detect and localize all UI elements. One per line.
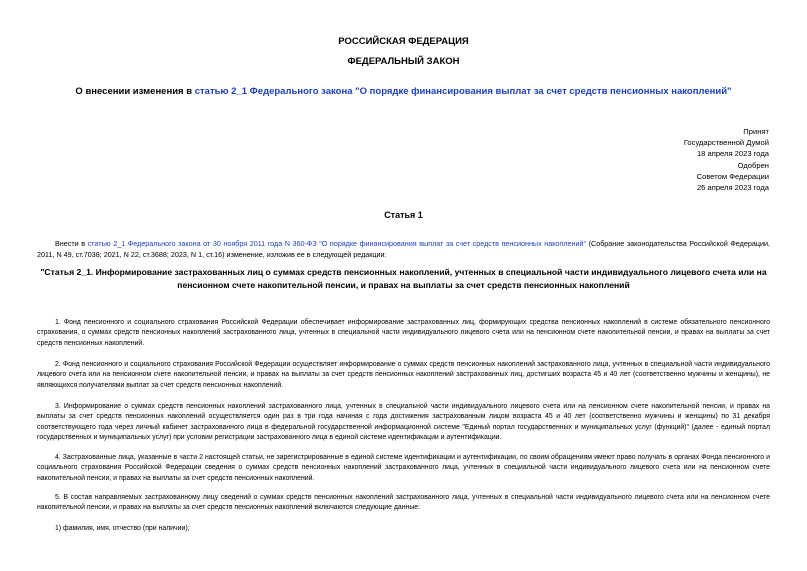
law-type-heading: ФЕДЕРАЛЬНЫЙ ЗАКОН (347, 56, 460, 67)
intro-prefix: Внести в (55, 239, 88, 248)
adoption-line-approved: Одобрен (737, 160, 769, 170)
paragraph-3: 3. Информирование о суммах средств пенсионных накоплений застрахованного лица, учтенных в специальной части индивидуального лицевого счета или на пенсионном счете накопительной пенсии, и правах на выплаты за счет средств пенсионных накоплений осуществляется один раз в три года начиная с года достижения застрахованным лицом возраста 45 и 40 лет (соответственно мужчины и женщины) по 31 декабря соответствующего года через личный кабинет застрахованного лица в федеральной государственной информационной системе "Единый портал государственных и муниципальных услуг (функций)" (далее - единый портал государственных и муниципальных услуг) при условии регистрации застрахованного лица в единой системе идентификации и аутентификации. (37, 403, 770, 442)
law-title (0, 86, 807, 97)
paragraph-4: 4. Застрахованные лица, указанные в части 2 настоящей статьи, не зарегистрированные в единой системе идентификации и аутентификации, по своим обращениям имеют право получать в органах Фонда пенсионного и социального страхования Российской Федерации сведения о суммах средств пенсионных накоплений застрахованного лица, учтенных в специальной части индивидуального лицевого счета или на пенсионном счете накопительной пенсии, и правах на выплаты за счет средств пенсионных накоплений. (37, 454, 770, 482)
adoption-line-adopted: Принят (743, 127, 769, 136)
adoption-line-duma: Государственной Думой (683, 138, 769, 148)
paragraph-5: 5. В состав направляемых застрахованному лицу сведений о суммах средств пенсионных накоплений застрахованного лица, учтенных в специальной части индивидуального лицевого счета или на пенсионном счете накопительной пенсии, и правах на выплаты за счет средств пенсионных накоплений включаются следующие данные: (37, 494, 770, 512)
law-title-prefix: О внесении изменения в (75, 86, 195, 97)
intro-law-link[interactable]: статью 2_1 Федерального закона от 30 ноября 2011 года N 360-ФЗ "О порядке финансирования выплат за счет средств пенсионных накоплений" (87, 239, 587, 248)
paragraph-2: 2. Фонд пенсионного и социального страхования Российской Федерации осуществляет информирование о суммах средств пенсионных накоплений застрахованного лица, учтенных в специальной части индивидуального лицевого счета или на пенсионном счете накопительной пенсии, и правах на выплаты за счет средств пенсионных накоплений застрахованных лиц, достигших возраста 45 и 40 лет (соответственно мужчины и женщины), не являющихся получателями выплат за счет средств пенсионных накоплений. (37, 361, 770, 389)
new-article-title: "Статья 2_1. Информирование застрахованных лиц о суммах средств пенсионных накоплений, учтенных в специальной части индивидуального лицевого счета или на пенсионном счете накопительной пенсии, и правах на выплаты за счет средств пенсионных накоплений (40, 267, 767, 290)
article-intro (37, 238, 770, 260)
paragraph-1: 1. Фонд пенсионного и социального страхования Российской Федерации обеспечивает информирование застрахованных лиц, формирующих средства пенсионных накоплений в системе обязательного пенсионного страхования, о суммах средств пенсионных накоплений застрахованного лица, учтенных в специальной части индивидуального лицевого счета или на пенсионном счете накопительной пенсии, и правах на выплаты за счет средств пенсионных накоплений. (37, 319, 770, 347)
adoption-line-council: Советом Федерации (696, 171, 769, 181)
adoption-line-council-date: 26 апреля 2023 года (696, 183, 769, 193)
paragraph-5-item-1: 1) фамилия, имя, отчество (при наличии); (55, 525, 190, 532)
law-title-link[interactable]: статью 2_1 Федерального закона "О порядке финансирования выплат за счет средств пенсионных накоплений" (194, 86, 732, 97)
intro-suffix: (Собрание законодательства Российской Федерации, 2011, N 49, ст.7038; 2021, N 22, ст.3688; 2023, N 1, ст.16) изменение, изложив ее в следующей редакции: (37, 239, 770, 259)
article-heading: Статья 1 (384, 210, 423, 220)
adoption-block (684, 126, 769, 193)
country-heading: РОССИЙСКАЯ ФЕДЕРАЦИЯ (338, 36, 469, 47)
adoption-line-duma-date: 18 апреля 2023 года (696, 149, 769, 159)
